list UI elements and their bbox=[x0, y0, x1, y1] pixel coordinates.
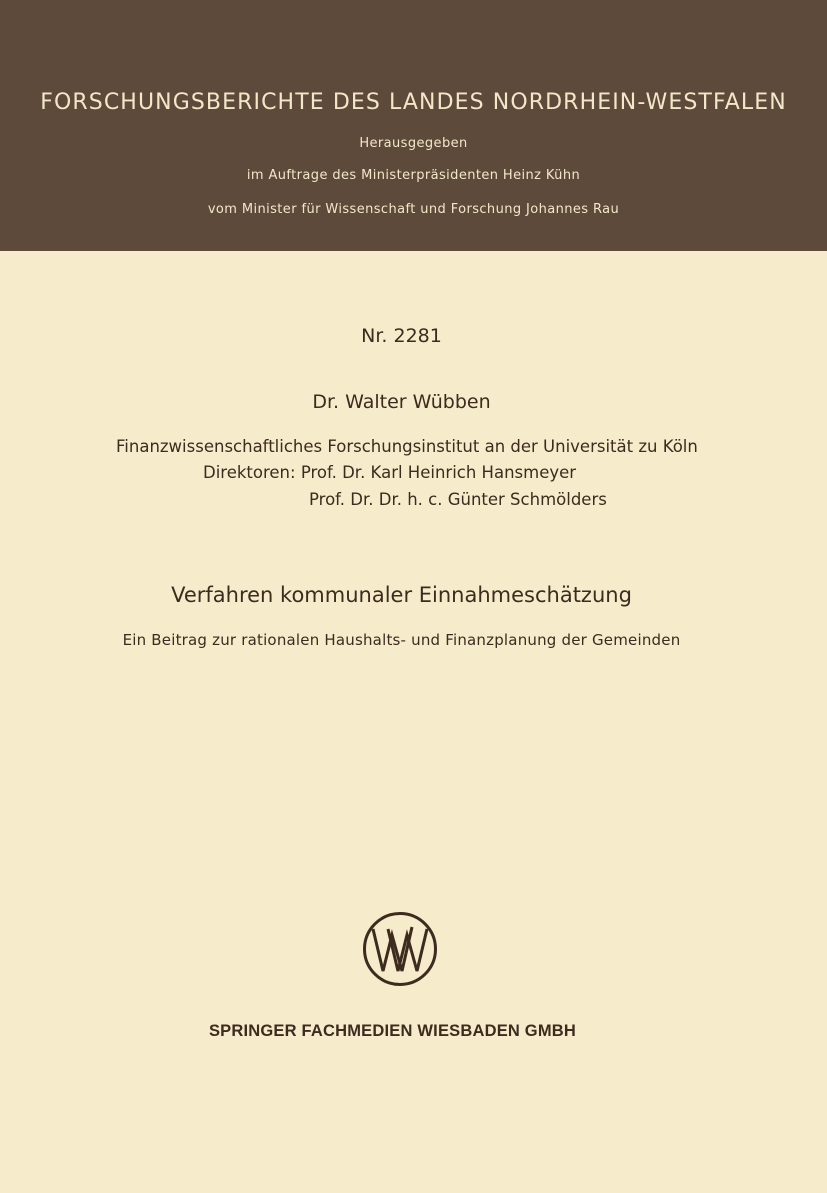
publisher-name: SPRINGER FACHMEDIEN WIESBADEN GMBH bbox=[208, 1022, 577, 1040]
directors-line: Direktoren: Prof. Dr. Karl Heinrich Hansmeyer bbox=[203, 463, 577, 482]
book-subtitle: Ein Beitrag zur rationalen Haushalts- und Finanzplanung der Gemeinden bbox=[122, 631, 681, 649]
editor-label: Herausgegeben bbox=[359, 136, 468, 151]
report-number: Nr. 2281 bbox=[361, 325, 442, 347]
minister-line: vom Minister für Wissenschaft und Forschung Johannes Rau bbox=[207, 202, 620, 217]
series-header-band bbox=[0, 0, 827, 251]
institute-line: Finanzwissenschaftliches Forschungsinstitut an der Universität zu Köln bbox=[116, 437, 698, 456]
second-director-line: Prof. Dr. Dr. h. c. Günter Schmölders bbox=[309, 490, 607, 509]
series-title: FORSCHUNGSBERICHTE DES LANDES NORDRHEIN-WESTFALEN bbox=[40, 90, 787, 115]
publisher-logo-icon bbox=[361, 910, 439, 988]
commission-line: im Auftrage des Ministerpräsidenten Heinz Kühn bbox=[246, 168, 581, 183]
author-name: Dr. Walter Wübben bbox=[312, 391, 491, 413]
book-title: Verfahren kommunaler Einnahmeschätzung bbox=[171, 583, 632, 607]
